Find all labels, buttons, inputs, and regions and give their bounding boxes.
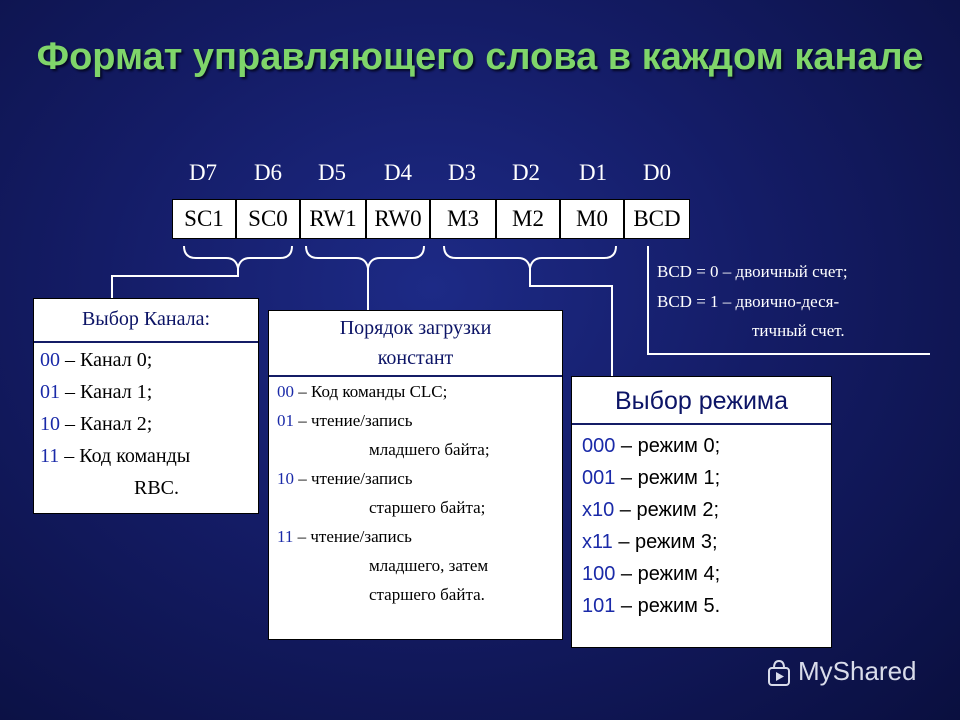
bit-label-d0: D0 xyxy=(642,160,672,185)
mode-select-title: Выбор режима xyxy=(614,387,789,415)
channel-select-divider xyxy=(34,341,258,343)
bcd-note xyxy=(647,258,930,354)
load-order-item-0: 00 – Код команды CLC; xyxy=(277,382,448,401)
brace-mode xyxy=(444,246,616,268)
mode-item-4: 100 – режим 4; xyxy=(582,563,721,585)
field-m0: M0 xyxy=(560,199,624,239)
mode-item-2: x10 – режим 2; xyxy=(582,499,720,521)
load-order-item-3: 11 – чтение/запись xyxy=(277,527,412,546)
watermark: MyShared xyxy=(798,656,917,686)
mode-item-3: x11 – режим 3; xyxy=(582,531,718,553)
bit-label-d2: D2 xyxy=(511,160,541,185)
bit-label-d7: D7 xyxy=(188,160,218,185)
channel-select-title: Выбор Канала: xyxy=(81,308,211,330)
bit-label-d4: D4 xyxy=(383,160,413,185)
bit-label-d1: D1 xyxy=(578,160,608,185)
channel-item-0: 00 – Канал 0; xyxy=(40,349,153,371)
field-m3: M3 xyxy=(430,199,496,239)
bcd-note-line-1: BCD = 0 – двоичный счет; xyxy=(657,262,848,281)
load-order-title-2: констант xyxy=(377,347,454,369)
field-rw0: RW0 xyxy=(366,199,430,239)
bcd-note-line-2: BCD = 1 – двоично-деся- xyxy=(657,292,840,311)
mode-select-divider xyxy=(572,423,831,425)
channel-item-1: 01 – Канал 1; xyxy=(40,381,153,403)
bit-label-d5: D5 xyxy=(317,160,347,185)
load-order-item-1: 01 – чтение/запись xyxy=(277,411,413,430)
load-order-item-1-cont: младшего байта; xyxy=(369,440,490,459)
field-rw1: RW1 xyxy=(300,199,366,239)
load-order-item-2-cont: старшего байта; xyxy=(369,498,486,517)
load-order-divider xyxy=(269,375,562,377)
connector-channel xyxy=(112,268,238,298)
slide-title: Формат управляющего слова в каждом канале xyxy=(36,36,924,78)
load-order-item-3-cont2: старшего байта. xyxy=(369,585,485,604)
bit-label-d3: D3 xyxy=(447,160,477,185)
channel-item-3: 11 – Код команды xyxy=(40,445,191,467)
field-m2: M2 xyxy=(496,199,560,239)
field-sc1: SC1 xyxy=(172,199,236,239)
mode-select-panel xyxy=(571,376,832,648)
channel-item-2: 10 – Канал 2; xyxy=(40,413,153,435)
bcd-note-line-3: тичный счет. xyxy=(752,321,845,340)
field-bcd: BCD xyxy=(624,199,690,239)
field-sc0: SC0 xyxy=(236,199,300,239)
load-order-panel xyxy=(268,310,563,640)
channel-item-3-cont: RBC. xyxy=(134,477,180,499)
mode-item-1: 001 – режим 1; xyxy=(582,467,721,489)
load-order-title-1: Порядок загрузки xyxy=(339,317,492,339)
mode-item-5: 101 – режим 5. xyxy=(582,595,721,617)
mode-item-0: 000 – режим 0; xyxy=(582,435,721,457)
brace-load-order xyxy=(306,246,424,268)
brace-channel xyxy=(184,246,292,268)
watermark-icon xyxy=(766,658,792,688)
channel-select-panel xyxy=(33,298,259,514)
bit-label-d6: D6 xyxy=(253,160,283,185)
load-order-item-2: 10 – чтение/запись xyxy=(277,469,413,488)
load-order-item-3-cont: младшего, затем xyxy=(369,556,489,575)
